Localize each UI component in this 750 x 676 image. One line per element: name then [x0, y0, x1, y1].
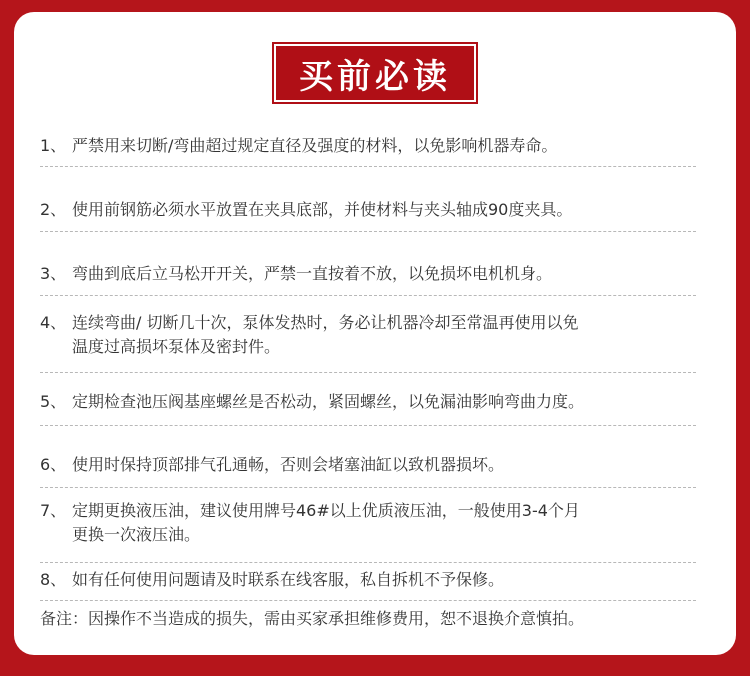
item-number: 1、 [40, 136, 67, 155]
item-number: 4、 [40, 313, 67, 332]
item-text: 弯曲到底后立马松开开关，严禁一直按着不放，以免损坏电机机身。 [72, 264, 553, 283]
list-item-7 [40, 499, 710, 547]
divider [40, 425, 696, 426]
list-item-8 [40, 568, 710, 592]
list-item-1 [40, 134, 710, 158]
list-item-2 [40, 198, 710, 222]
item-text-continued: 更换一次液压油。 [72, 525, 201, 544]
divider [40, 295, 696, 296]
item-text: 定期检查池压阀基座螺丝是否松动，紧固螺丝，以免漏油影响弯曲力度。 [72, 392, 585, 411]
item-number: 8、 [40, 570, 67, 589]
divider [40, 600, 696, 601]
list-item-4 [40, 311, 710, 359]
divider [40, 562, 696, 563]
item-number: 3、 [40, 264, 67, 283]
item-text: 定期更换液压油，建议使用牌号46#以上优质液压油，一般使用3-4个月 [72, 501, 580, 520]
divider [40, 487, 696, 488]
divider [40, 166, 696, 167]
item-text: 连续弯曲/ 切断几十次，泵体发热时，务必让机器冷却至常温再使用以免 [72, 313, 579, 332]
divider [40, 372, 696, 373]
divider [40, 231, 696, 232]
item-text-continued: 温度过高损坏泵体及密封件。 [72, 337, 281, 356]
item-text: 严禁用来切断/弯曲超过规定直径及强度的材料，以免影响机器寿命。 [72, 136, 558, 155]
item-text: 使用前钢筋必须水平放置在夹具底部，并使材料与夹头轴成90度夹具。 [72, 200, 573, 219]
remark-note: 备注：因操作不当造成的损失，需由买家承担维修费用，恕不退换介意慎拍。 [40, 609, 585, 628]
item-number: 6、 [40, 455, 67, 474]
list-item-6 [40, 453, 710, 477]
item-number: 2、 [40, 200, 67, 219]
list-item-3 [40, 262, 710, 286]
list-item-5 [40, 390, 710, 414]
item-text: 如有任何使用问题请及时联系在线客服，私自拆机不予保修。 [72, 570, 505, 589]
item-number: 7、 [40, 501, 67, 520]
item-text: 使用时保持顶部排气孔通畅，否则会堵塞油缸以致机器损坏。 [72, 455, 505, 474]
page-title: 买前必读 [276, 46, 474, 100]
item-number: 5、 [40, 392, 67, 411]
